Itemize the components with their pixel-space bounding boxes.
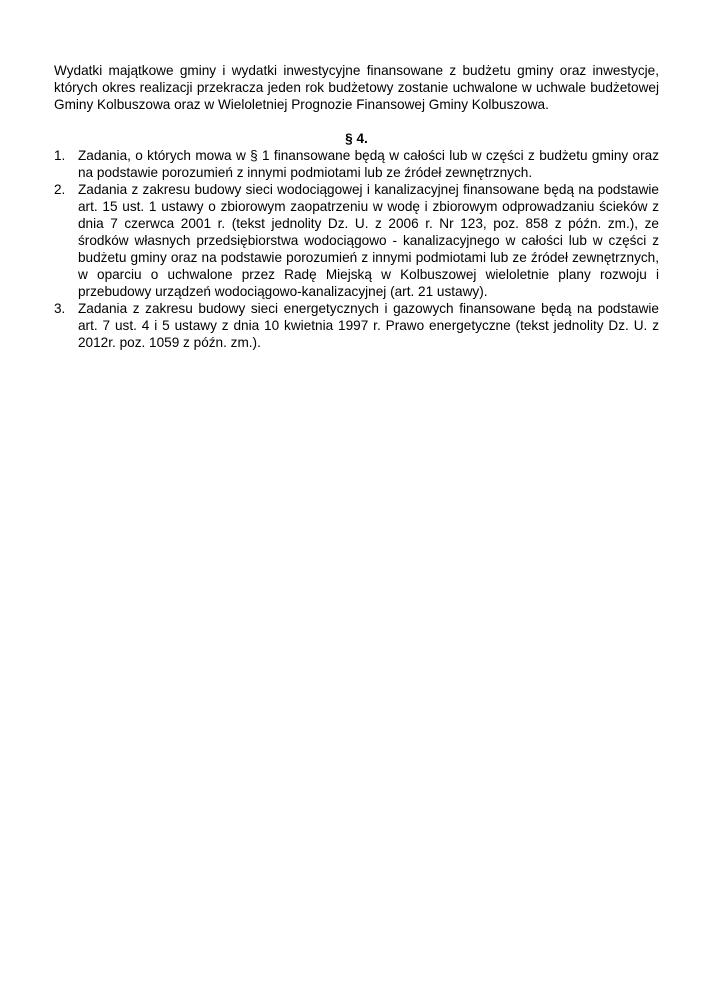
list-item bbox=[54, 147, 659, 181]
list-item-text: Zadania z zakresu budowy sieci wodociągowej i kanalizacyjnej finansowane będą na podstawie art. 15 ust. 1 ustawy o zbiorowym zaopatrzeniu w wodę i zbiorowym odprowadzaniu ścieków z dnia 7 czerwca 2001 r. (tekst jednolity Dz. U. z 2006 r. Nr 123, poz. 858 z późn. zm.), ze środków własnych przedsiębiorstwa wodociągowo - kanalizacyjnego w całości lub w części z budżetu gminy oraz na podstawie porozumień z innymi podmiotami lub ze źródeł zewnętrznych, w oparciu o uchwalone przez Radę Miejską w Kolbuszowej wieloletnie plany rozwoju i przebudowy urządzeń wodociągowo-kanalizacyjnej (art. 21 ustawy). bbox=[78, 182, 659, 299]
list-item-number: 3. bbox=[54, 301, 66, 316]
list-item-text: Zadania z zakresu budowy sieci energetycznych i gazowych finansowane będą na podstawie art. 7 ust. 4 i 5 ustawy z dnia 10 kwietnia 1997 r. Prawo energetyczne (tekst jednolity Dz. U. z 2012r. poz. 1059 z późn. zm.). bbox=[78, 301, 659, 350]
section-heading: § 4. bbox=[345, 131, 368, 146]
list-item-text: Zadania, o których mowa w § 1 finansowane będą w całości lub w części z budżetu gminy oraz na podstawie porozumień z innymi podmiotami lub ze źródeł zewnętrznych. bbox=[78, 148, 659, 180]
intro-paragraph: Wydatki majątkowe gminy i wydatki inwestycyjne finansowane z budżetu gminy oraz inwestycje, których okres realizacji przekracza jeden rok budżetowy zostanie uchwalone w uchwale budżetowej Gminy Kolbuszowa oraz w Wieloletniej Prognozie Finansowej Gminy Kolbuszowa. bbox=[54, 63, 659, 112]
list-item-number: 1. bbox=[54, 148, 66, 163]
list-item bbox=[54, 181, 659, 300]
document-page bbox=[54, 62, 659, 351]
numbered-list bbox=[54, 147, 659, 351]
list-item-number: 2. bbox=[54, 182, 66, 197]
list-item bbox=[54, 300, 659, 351]
